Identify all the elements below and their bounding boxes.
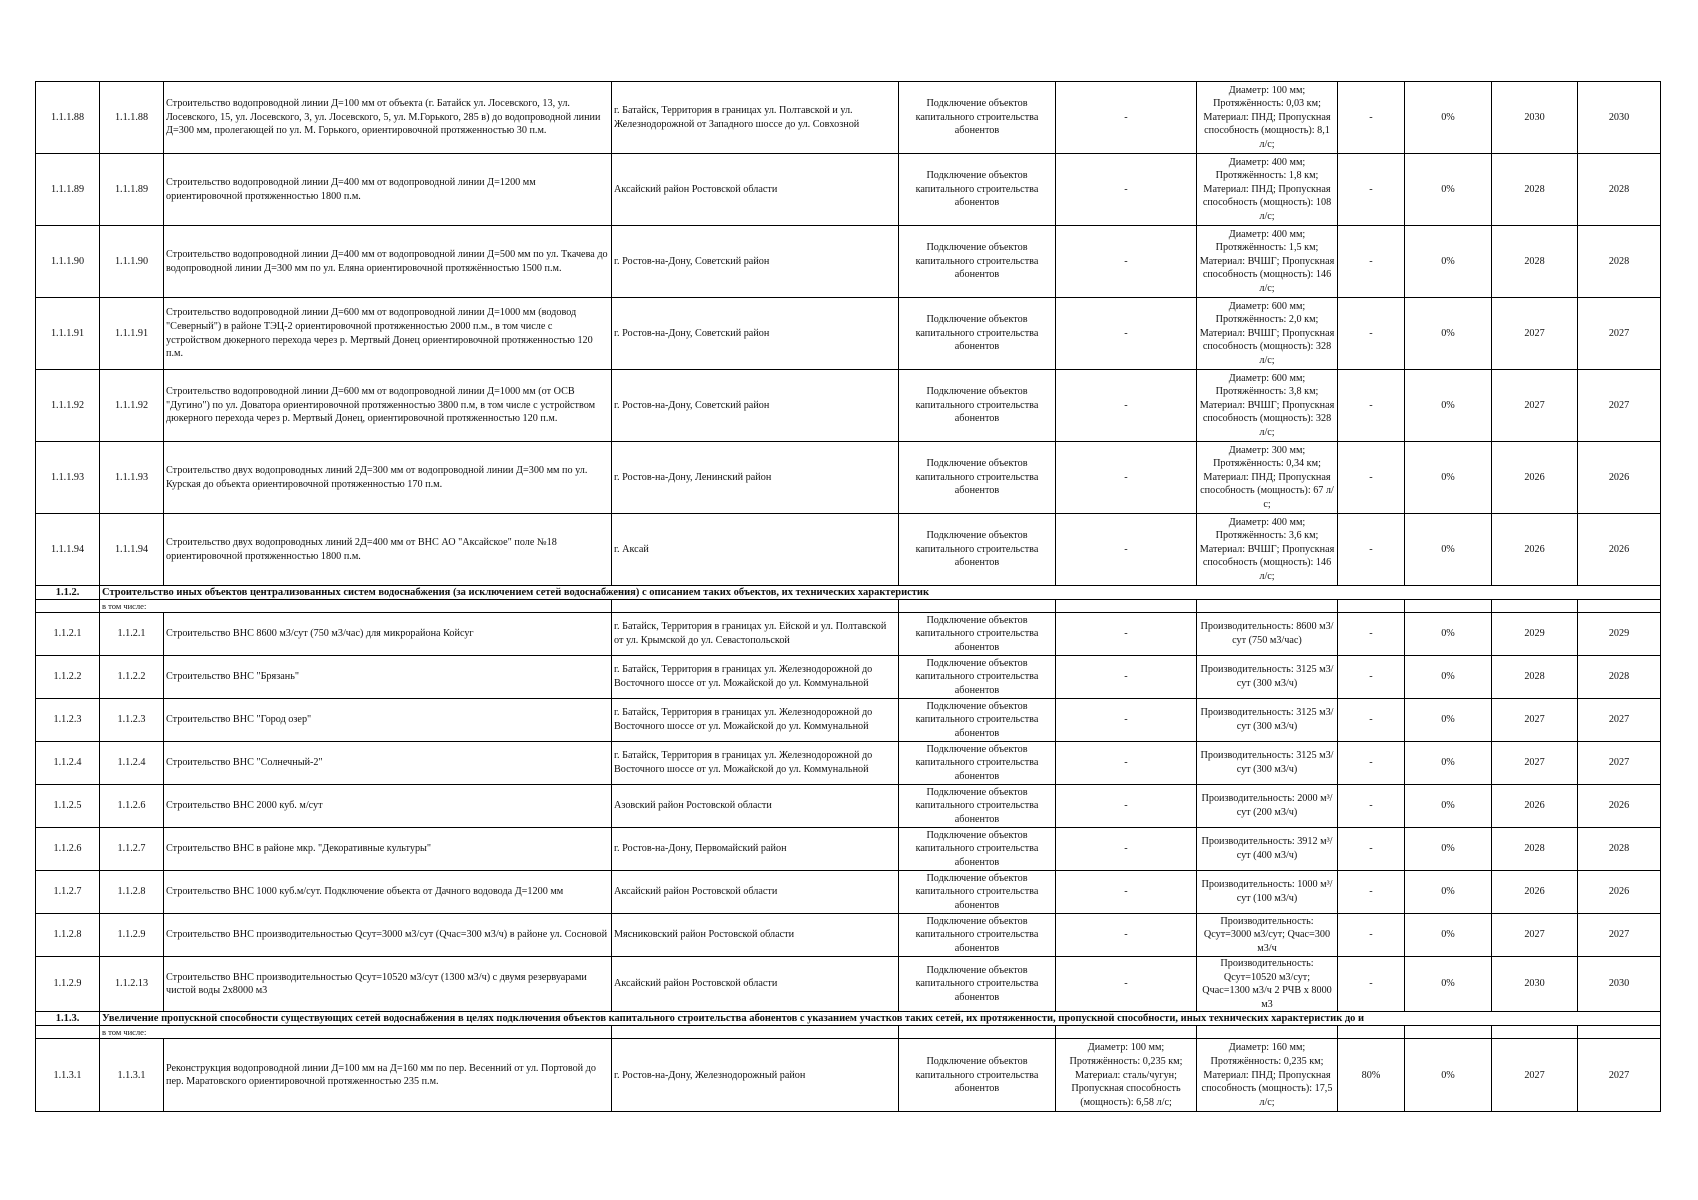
row-percent: 0% (1405, 613, 1492, 656)
row-percent: 0% (1405, 699, 1492, 742)
row-percent: 0% (1405, 828, 1492, 871)
table-row (36, 1039, 1661, 1112)
row-tech-before: - (1056, 514, 1197, 586)
row-description: Реконструкция водопроводной линии Д=100 мм на Д=160 мм по пер. Весенний от ул. Портовой до пер. Маратовского ориентировочной протяженностью 235 п.м. (164, 1039, 612, 1112)
row-location: г. Ростов-на-Дону, Ленинский район (612, 442, 899, 514)
row-year-end: 2029 (1578, 613, 1661, 656)
row-purpose: Подключение объектов капитального строительства абонентов (899, 82, 1056, 154)
row-tech-after: Производительность: 3125 м3/сут (300 м3/ч) (1197, 699, 1338, 742)
row-location: г. Аксай (612, 514, 899, 586)
row-number: 1.1.2.5 (36, 785, 100, 828)
row-year-end: 2028 (1578, 656, 1661, 699)
row-purpose: Подключение объектов капитального строительства абонентов (899, 914, 1056, 957)
row-code: 1.1.1.88 (100, 82, 164, 154)
row-location: г. Ростов-на-Дону, Советский район (612, 298, 899, 370)
row-number: 1.1.2.6 (36, 828, 100, 871)
row-year-start: 2029 (1492, 613, 1578, 656)
row-description: Строительство ВНС в районе мкр. "Декоративные культуры" (164, 828, 612, 871)
row-description: Строительство ВНС 8600 м3/сут (750 м3/час) для микрорайона Койсуг (164, 613, 612, 656)
row-percent: 0% (1405, 914, 1492, 957)
row-location: г. Ростов-на-Дону, Первомайский район (612, 828, 899, 871)
row-description: Строительство водопроводной линии Д=600 мм от водопроводной линии Д=1000 мм (от ОСВ "Дугино") по ул. Доватора ориентировочной протяженностью 3800 п.м, в том числе с устройством дюкерного перехода через р. Мертвый Донец, ориентировочной протяженностью 120 п.м. (164, 370, 612, 442)
row-number: 1.1.2.7 (36, 871, 100, 914)
row-number: 1.1.2.1 (36, 613, 100, 656)
row-purpose: Подключение объектов капитального строительства абонентов (899, 298, 1056, 370)
row-code: 1.1.2.3 (100, 699, 164, 742)
row-tech-after: Производительность: 2000 м³/сут (200 м3/ч) (1197, 785, 1338, 828)
row-description: Строительство водопроводной линии Д=100 мм от объекта (г. Батайск ул. Лосевского, 13, ул. Лосевского, 15, ул. Лосевского, 3, ул. Лосевского, 5, ул. М.Горького, 285 в) до водопроводной линии Д=300 мм, пролегающей по ул. М. Горького, ориентировочной протяженностью 30 п.м. (164, 82, 612, 154)
row-number: 1.1.2.3 (36, 699, 100, 742)
table-row (36, 226, 1661, 298)
row-year-end: 2027 (1578, 914, 1661, 957)
row-number: 1.1.1.90 (36, 226, 100, 298)
table-row (36, 742, 1661, 785)
row-wear: - (1338, 442, 1405, 514)
row-tech-after: Диаметр: 600 мм; Протяжённость: 3,8 км; Материал: ВЧШГ; Пропускная способность (мощность): 328 л/с; (1197, 370, 1338, 442)
row-number: 1.1.2.8 (36, 914, 100, 957)
row-percent: 0% (1405, 82, 1492, 154)
row-wear: - (1338, 742, 1405, 785)
row-wear: - (1338, 785, 1405, 828)
row-wear: - (1338, 871, 1405, 914)
row-wear: - (1338, 613, 1405, 656)
table-row (36, 828, 1661, 871)
row-number: 1.1.1.94 (36, 514, 100, 586)
row-tech-after: Производительность: 8600 м3/сут (750 м3/час) (1197, 613, 1338, 656)
section-number: 1.1.3. (36, 1012, 100, 1026)
row-number: 1.1.1.88 (36, 82, 100, 154)
row-code: 1.1.2.7 (100, 828, 164, 871)
row-tech-before: - (1056, 785, 1197, 828)
row-description: Строительство ВНС "Брязань" (164, 656, 612, 699)
row-tech-before: - (1056, 613, 1197, 656)
row-purpose: Подключение объектов капитального строительства абонентов (899, 613, 1056, 656)
row-wear: - (1338, 226, 1405, 298)
row-percent: 0% (1405, 742, 1492, 785)
row-year-end: 2027 (1578, 298, 1661, 370)
section-subheader-row (36, 600, 1661, 613)
row-year-start: 2027 (1492, 914, 1578, 957)
row-wear: - (1338, 914, 1405, 957)
row-purpose: Подключение объектов капитального строительства абонентов (899, 442, 1056, 514)
row-number: 1.1.3.1 (36, 1039, 100, 1112)
row-year-start: 2026 (1492, 871, 1578, 914)
table-row (36, 871, 1661, 914)
row-tech-before: - (1056, 957, 1197, 1012)
row-percent: 0% (1405, 871, 1492, 914)
section-header-row (36, 586, 1661, 600)
row-year-start: 2027 (1492, 742, 1578, 785)
row-tech-after: Производительность: 3125 м3/сут (300 м3/ч) (1197, 656, 1338, 699)
table-row (36, 442, 1661, 514)
row-location: г. Батайск, Территория в границах ул. Полтавской и ул. Железнодорожной от Западного шоссе до ул. Совхозной (612, 82, 899, 154)
table-body-section-3-rows (36, 1039, 1661, 1112)
row-purpose: Подключение объектов капитального строительства абонентов (899, 742, 1056, 785)
row-year-start: 2026 (1492, 514, 1578, 586)
row-tech-after: Диаметр: 100 мм; Протяжённость: 0,03 км; Материал: ПНД; Пропускная способность (мощность): 8,1 л/с; (1197, 82, 1338, 154)
row-year-start: 2030 (1492, 82, 1578, 154)
row-tech-after: Диаметр: 300 мм; Протяжённость: 0,34 км; Материал: ПНД; Пропускная способность (мощность): 67 л/с; (1197, 442, 1338, 514)
row-percent: 0% (1405, 656, 1492, 699)
row-code: 1.1.2.2 (100, 656, 164, 699)
table-row (36, 514, 1661, 586)
row-tech-before: - (1056, 298, 1197, 370)
row-year-end: 2030 (1578, 957, 1661, 1012)
row-percent: 0% (1405, 226, 1492, 298)
row-purpose: Подключение объектов капитального строительства абонентов (899, 514, 1056, 586)
row-description: Строительство ВНС производительностью Qсут=3000 м3/сут (Qчас=300 м3/ч) в районе ул. Сосновой (164, 914, 612, 957)
row-number: 1.1.2.2 (36, 656, 100, 699)
row-code: 1.1.1.90 (100, 226, 164, 298)
row-location: Аксайский район Ростовской области (612, 957, 899, 1012)
row-percent: 0% (1405, 514, 1492, 586)
table-row (36, 298, 1661, 370)
row-tech-before: - (1056, 742, 1197, 785)
row-code: 1.1.2.4 (100, 742, 164, 785)
row-tech-before: - (1056, 914, 1197, 957)
row-purpose: Подключение объектов капитального строительства абонентов (899, 785, 1056, 828)
row-year-end: 2028 (1578, 226, 1661, 298)
table-body-section-2 (36, 586, 1661, 613)
row-year-end: 2026 (1578, 785, 1661, 828)
row-location: г. Батайск, Территория в границах ул. Ейской и ул. Полтавской от ул. Крымской до ул. Севастопольской (612, 613, 899, 656)
row-tech-before: - (1056, 442, 1197, 514)
row-location: г. Батайск, Территория в границах ул. Железнодорожной до Восточного шоссе от ул. Можайской до ул. Коммунальной (612, 656, 899, 699)
row-wear: - (1338, 828, 1405, 871)
row-wear: 80% (1338, 1039, 1405, 1112)
table-row (36, 699, 1661, 742)
row-year-start: 2026 (1492, 785, 1578, 828)
section-subtitle: в том числе: (100, 600, 612, 613)
row-year-start: 2027 (1492, 370, 1578, 442)
row-location: г. Батайск, Территория в границах ул. Железнодорожной до Восточного шоссе от ул. Можайской до ул. Коммунальной (612, 742, 899, 785)
row-number: 1.1.1.92 (36, 370, 100, 442)
row-number: 1.1.1.91 (36, 298, 100, 370)
row-tech-after: Производительность: 3125 м3/сут (300 м3/ч) (1197, 742, 1338, 785)
row-location: Азовский район Ростовской области (612, 785, 899, 828)
row-year-end: 2026 (1578, 442, 1661, 514)
row-location: Аксайский район Ростовской области (612, 154, 899, 226)
row-year-end: 2027 (1578, 370, 1661, 442)
row-description: Строительство ВНС 1000 куб.м/сут. Подключение объекта от Дачного водовода Д=1200 мм (164, 871, 612, 914)
row-year-start: 2028 (1492, 226, 1578, 298)
row-location: г. Ростов-на-Дону, Железнодорожный район (612, 1039, 899, 1112)
row-purpose: Подключение объектов капитального строительства абонентов (899, 699, 1056, 742)
row-tech-before: - (1056, 871, 1197, 914)
section-header-row (36, 1012, 1661, 1026)
row-code: 1.1.2.1 (100, 613, 164, 656)
row-number: 1.1.2.9 (36, 957, 100, 1012)
row-tech-after: Диаметр: 600 мм; Протяжённость: 2,0 км; Материал: ВЧШГ; Пропускная способность (мощность): 328 л/с; (1197, 298, 1338, 370)
row-year-start: 2028 (1492, 154, 1578, 226)
row-tech-after: Диаметр: 160 мм; Протяжённость: 0,235 км; Материал: ПНД; Пропускная способность (мощность): 17,5 л/с; (1197, 1039, 1338, 1112)
row-percent: 0% (1405, 154, 1492, 226)
section-subtitle: в том числе: (100, 1026, 612, 1039)
row-percent: 0% (1405, 370, 1492, 442)
row-number: 1.1.2.4 (36, 742, 100, 785)
row-code: 1.1.1.92 (100, 370, 164, 442)
row-code: 1.1.1.93 (100, 442, 164, 514)
row-purpose: Подключение объектов капитального строительства абонентов (899, 154, 1056, 226)
row-tech-before: - (1056, 226, 1197, 298)
table-row (36, 785, 1661, 828)
row-description: Строительство водопроводной линии Д=400 мм от водопроводной линии Д=500 мм по ул. Ткачева до водопроводной линии Д=300 мм по ул. Еляна ориентировочной протяжённостью 1500 п.м. (164, 226, 612, 298)
row-wear: - (1338, 370, 1405, 442)
row-purpose: Подключение объектов капитального строительства абонентов (899, 957, 1056, 1012)
row-description: Строительство водопроводной линии Д=400 мм от водопроводной линии Д=1200 мм ориентировочной протяженностью 1800 п.м. (164, 154, 612, 226)
row-purpose: Подключение объектов капитального строительства абонентов (899, 370, 1056, 442)
row-year-start: 2028 (1492, 828, 1578, 871)
row-tech-after: Диаметр: 400 мм; Протяжённость: 1,5 км; Материал: ВЧШГ; Пропускная способность (мощность): 146 л/с; (1197, 226, 1338, 298)
row-location: Мясниковский район Ростовской области (612, 914, 899, 957)
row-code: 1.1.2.8 (100, 871, 164, 914)
row-code: 1.1.1.91 (100, 298, 164, 370)
row-description: Строительство ВНС "Солнечный-2" (164, 742, 612, 785)
row-percent: 0% (1405, 785, 1492, 828)
row-wear: - (1338, 298, 1405, 370)
table-row (36, 370, 1661, 442)
section-number: 1.1.2. (36, 586, 100, 600)
row-description: Строительство водопроводной линии Д=600 мм от водопроводной линии Д=1000 мм (водовод "Северный") в районе ТЭЦ-2 ориентировочной протяженностью 2000 п.м., в том числе с устройством дюкерного перехода через р. Мертвый Донец ориентировочной протяженностью 120 п.м. (164, 298, 612, 370)
row-percent: 0% (1405, 298, 1492, 370)
row-description: Строительство двух водопроводных линий 2Д=400 мм от ВНС АО "Аксайское" поле №18 ориентировочной протяженностью 1800 п.м. (164, 514, 612, 586)
row-purpose: Подключение объектов капитального строительства абонентов (899, 1039, 1056, 1112)
row-year-end: 2030 (1578, 82, 1661, 154)
row-tech-after: Диаметр: 400 мм; Протяжённость: 1,8 км; Материал: ПНД; Пропускная способность (мощность): 108 л/с; (1197, 154, 1338, 226)
row-wear: - (1338, 514, 1405, 586)
row-code: 1.1.2.6 (100, 785, 164, 828)
investment-program-table (35, 81, 1661, 1112)
row-code: 1.1.2.13 (100, 957, 164, 1012)
row-code: 1.1.1.94 (100, 514, 164, 586)
row-wear: - (1338, 82, 1405, 154)
row-tech-after: Производительность: 1000 м³/сут (100 м3/ч) (1197, 871, 1338, 914)
row-location: Аксайский район Ростовской области (612, 871, 899, 914)
table-body-section-3 (36, 1012, 1661, 1039)
row-description: Строительство ВНС производительностью Qсут=10520 м3/сут (1300 м3/ч) с двумя резервуарами чистой воды 2х8000 м3 (164, 957, 612, 1012)
row-tech-after: Производительность: Qсут=10520 м3/сут; Qчас=1300 м3/ч 2 РЧВ х 8000 м3 (1197, 957, 1338, 1012)
row-tech-after: Диаметр: 400 мм; Протяжённость: 3,6 км; Материал: ВЧШГ; Пропускная способность (мощность): 146 л/с; (1197, 514, 1338, 586)
section-title: Строительство иных объектов централизованных систем водоснабжения (за исключением сетей водоснабжения) с описанием таких объектов, их технических характеристик (100, 586, 1661, 600)
row-wear: - (1338, 957, 1405, 1012)
row-purpose: Подключение объектов капитального строительства абонентов (899, 828, 1056, 871)
row-year-start: 2027 (1492, 1039, 1578, 1112)
row-code: 1.1.2.9 (100, 914, 164, 957)
row-year-end: 2026 (1578, 514, 1661, 586)
table-row (36, 656, 1661, 699)
table-row (36, 613, 1661, 656)
row-location: г. Ростов-на-Дону, Советский район (612, 226, 899, 298)
row-year-end: 2028 (1578, 828, 1661, 871)
row-year-start: 2027 (1492, 699, 1578, 742)
table-row (36, 957, 1661, 1012)
row-year-start: 2030 (1492, 957, 1578, 1012)
row-wear: - (1338, 699, 1405, 742)
row-tech-before: - (1056, 656, 1197, 699)
row-percent: 0% (1405, 1039, 1492, 1112)
row-year-end: 2026 (1578, 871, 1661, 914)
row-tech-before: - (1056, 828, 1197, 871)
table-row (36, 154, 1661, 226)
section-subheader-row (36, 1026, 1661, 1039)
row-year-end: 2027 (1578, 699, 1661, 742)
row-tech-before: - (1056, 370, 1197, 442)
row-tech-before: - (1056, 82, 1197, 154)
row-number: 1.1.1.89 (36, 154, 100, 226)
row-location: г. Ростов-на-Дону, Советский район (612, 370, 899, 442)
row-wear: - (1338, 154, 1405, 226)
row-year-start: 2028 (1492, 656, 1578, 699)
row-wear: - (1338, 656, 1405, 699)
table-row (36, 82, 1661, 154)
row-year-end: 2028 (1578, 154, 1661, 226)
row-tech-after: Производительность: 3912 м³/сут (400 м3/ч) (1197, 828, 1338, 871)
row-location: г. Батайск, Территория в границах ул. Железнодорожной до Восточного шоссе от ул. Можайской до ул. Коммунальной (612, 699, 899, 742)
table-row (36, 914, 1661, 957)
row-year-start: 2026 (1492, 442, 1578, 514)
row-description: Строительство ВНС 2000 куб. м/сут (164, 785, 612, 828)
row-tech-before: Диаметр: 100 мм; Протяжённость: 0,235 км; Материал: сталь/чугун; Пропускная способность (мощность): 6,58 л/с; (1056, 1039, 1197, 1112)
row-tech-before: - (1056, 699, 1197, 742)
row-percent: 0% (1405, 442, 1492, 514)
row-purpose: Подключение объектов капитального строительства абонентов (899, 226, 1056, 298)
row-tech-before: - (1056, 154, 1197, 226)
row-code: 1.1.1.89 (100, 154, 164, 226)
row-purpose: Подключение объектов капитального строительства абонентов (899, 656, 1056, 699)
row-code: 1.1.3.1 (100, 1039, 164, 1112)
section-title: Увеличение пропускной способности существующих сетей водоснабжения в целях подключения объектов капитального строительства абонентов с указанием участков таких сетей, их протяженности, пропускной способности, иных технических характеристик до и (100, 1012, 1661, 1026)
row-purpose: Подключение объектов капитального строительства абонентов (899, 871, 1056, 914)
row-year-start: 2027 (1492, 298, 1578, 370)
table-body-section-2-rows (36, 613, 1661, 1012)
row-number: 1.1.1.93 (36, 442, 100, 514)
row-year-end: 2027 (1578, 742, 1661, 785)
row-tech-after: Производительность: Qсут=3000 м3/сут; Qчас=300 м3/ч (1197, 914, 1338, 957)
row-description: Строительство двух водопроводных линий 2Д=300 мм от водопроводной линии Д=300 мм по ул. Курская до объекта ориентировочной протяженностью 170 п.м. (164, 442, 612, 514)
table-body-section-1 (36, 82, 1661, 586)
row-description: Строительство ВНС "Город озер" (164, 699, 612, 742)
row-percent: 0% (1405, 957, 1492, 1012)
row-year-end: 2027 (1578, 1039, 1661, 1112)
